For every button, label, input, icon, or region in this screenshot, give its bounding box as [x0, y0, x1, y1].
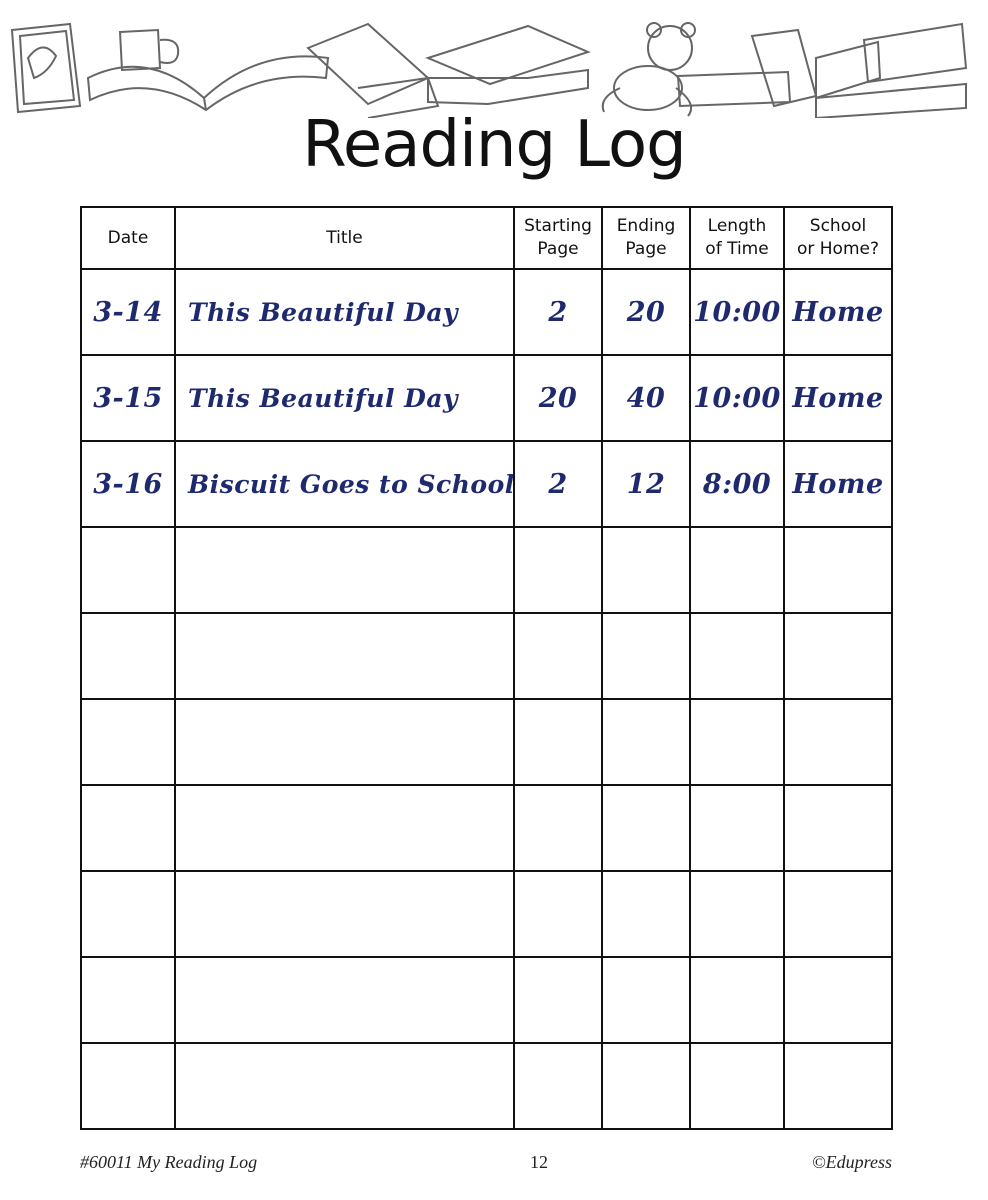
header-date: Date — [81, 207, 175, 269]
mug-icon — [120, 30, 178, 70]
cell-length-of-time[interactable] — [690, 441, 784, 527]
cell-school-or-home-text: Home — [792, 296, 884, 328]
cell-date[interactable] — [81, 613, 175, 699]
table-row — [81, 785, 892, 871]
table-row — [81, 269, 892, 355]
teddy-bear-icon — [603, 23, 695, 116]
cell-length-of-time-text: 10:00 — [693, 382, 781, 414]
table-row — [81, 355, 892, 441]
table-row — [81, 527, 892, 613]
cell-title-text: This Beautiful Day — [188, 297, 459, 327]
footer-product-code: #60011 My Reading Log — [80, 1152, 258, 1172]
cell-title[interactable] — [175, 527, 514, 613]
cell-starting-page-text: 20 — [538, 382, 578, 414]
cell-length-of-time[interactable] — [690, 355, 784, 441]
cell-title[interactable] — [175, 269, 514, 355]
cell-starting-page[interactable] — [514, 355, 602, 441]
cell-length-of-time[interactable] — [690, 699, 784, 785]
cell-title[interactable] — [175, 699, 514, 785]
cell-date[interactable] — [81, 269, 175, 355]
cell-starting-page[interactable] — [514, 527, 602, 613]
table-row — [81, 1043, 892, 1129]
cell-starting-page-text: 2 — [548, 468, 568, 500]
table-row — [81, 613, 892, 699]
cell-title[interactable] — [175, 785, 514, 871]
cell-title[interactable] — [175, 613, 514, 699]
cell-date[interactable] — [81, 699, 175, 785]
cell-ending-page[interactable] — [602, 355, 690, 441]
table-row — [81, 699, 892, 785]
cell-length-of-time-text: 10:00 — [693, 296, 781, 328]
header-title: Title — [175, 207, 514, 269]
cell-starting-page[interactable] — [514, 441, 602, 527]
cell-starting-page[interactable] — [514, 957, 602, 1043]
reading-log-table — [80, 206, 893, 1130]
cell-school-or-home[interactable] — [784, 269, 892, 355]
cell-length-of-time[interactable] — [690, 785, 784, 871]
cell-length-of-time[interactable] — [690, 957, 784, 1043]
footer-copyright: ©Edupress — [811, 1152, 892, 1172]
cell-starting-page[interactable] — [514, 613, 602, 699]
cell-school-or-home[interactable] — [784, 957, 892, 1043]
cell-date[interactable] — [81, 355, 175, 441]
cell-ending-page[interactable] — [602, 269, 690, 355]
cell-ending-page[interactable] — [602, 441, 690, 527]
cell-starting-page-text: 2 — [548, 296, 568, 328]
cell-school-or-home[interactable] — [784, 871, 892, 957]
cell-school-or-home[interactable] — [784, 1043, 892, 1129]
cell-length-of-time[interactable] — [690, 613, 784, 699]
cell-title-text: This Beautiful Day — [188, 383, 459, 413]
header-length-of-time: Length of Time — [690, 207, 784, 269]
table-row — [81, 871, 892, 957]
cell-length-of-time[interactable] — [690, 527, 784, 613]
cell-starting-page[interactable] — [514, 785, 602, 871]
cell-ending-page-text: 12 — [626, 468, 666, 500]
cell-ending-page[interactable] — [602, 785, 690, 871]
cell-school-or-home[interactable] — [784, 699, 892, 785]
cell-date-text: 3-14 — [93, 296, 163, 328]
header-school-or-home: School or Home? — [784, 207, 892, 269]
cell-title[interactable] — [175, 355, 514, 441]
cell-length-of-time[interactable] — [690, 871, 784, 957]
header-starting-page: Starting Page — [514, 207, 602, 269]
table-row — [81, 957, 892, 1043]
cell-school-or-home[interactable] — [784, 527, 892, 613]
cell-title[interactable] — [175, 957, 514, 1043]
cell-date[interactable] — [81, 1043, 175, 1129]
cell-school-or-home-text: Home — [792, 468, 884, 500]
cell-starting-page[interactable] — [514, 699, 602, 785]
cell-ending-page[interactable] — [602, 871, 690, 957]
cell-starting-page[interactable] — [514, 269, 602, 355]
cell-school-or-home-text: Home — [792, 382, 884, 414]
cell-title-text: Biscuit Goes to School — [188, 469, 515, 499]
page-title: Reading Log — [302, 108, 686, 182]
table-header-row — [81, 207, 892, 269]
cell-starting-page[interactable] — [514, 1043, 602, 1129]
cell-school-or-home[interactable] — [784, 355, 892, 441]
cell-starting-page[interactable] — [514, 871, 602, 957]
header-ending-page: Ending Page — [602, 207, 690, 269]
cell-date[interactable] — [81, 785, 175, 871]
books-right-icon — [678, 24, 966, 118]
table-row — [81, 441, 892, 527]
cell-date[interactable] — [81, 527, 175, 613]
cell-length-of-time[interactable] — [690, 1043, 784, 1129]
cell-title[interactable] — [175, 441, 514, 527]
cell-length-of-time-text: 8:00 — [702, 468, 772, 500]
cell-date[interactable] — [81, 441, 175, 527]
cell-date-text: 3-15 — [93, 382, 163, 414]
cell-date[interactable] — [81, 957, 175, 1043]
cell-date[interactable] — [81, 871, 175, 957]
cell-date-text: 3-16 — [93, 468, 163, 500]
cell-ending-page[interactable] — [602, 1043, 690, 1129]
cell-ending-page-text: 40 — [626, 382, 666, 414]
cell-ending-page[interactable] — [602, 957, 690, 1043]
cell-ending-page-text: 20 — [626, 296, 666, 328]
books-header-illustration — [8, 18, 970, 118]
framed-picture-icon — [12, 24, 80, 112]
open-book-icon — [88, 56, 328, 110]
footer-page-number: 12 — [530, 1152, 548, 1172]
cell-length-of-time[interactable] — [690, 269, 784, 355]
stacked-books-icon — [308, 24, 588, 118]
cell-title[interactable] — [175, 871, 514, 957]
cell-ending-page[interactable] — [602, 527, 690, 613]
cell-title[interactable] — [175, 1043, 514, 1129]
cell-ending-page[interactable] — [602, 613, 690, 699]
cell-school-or-home[interactable] — [784, 613, 892, 699]
cell-ending-page[interactable] — [602, 699, 690, 785]
cell-school-or-home[interactable] — [784, 441, 892, 527]
cell-school-or-home[interactable] — [784, 785, 892, 871]
